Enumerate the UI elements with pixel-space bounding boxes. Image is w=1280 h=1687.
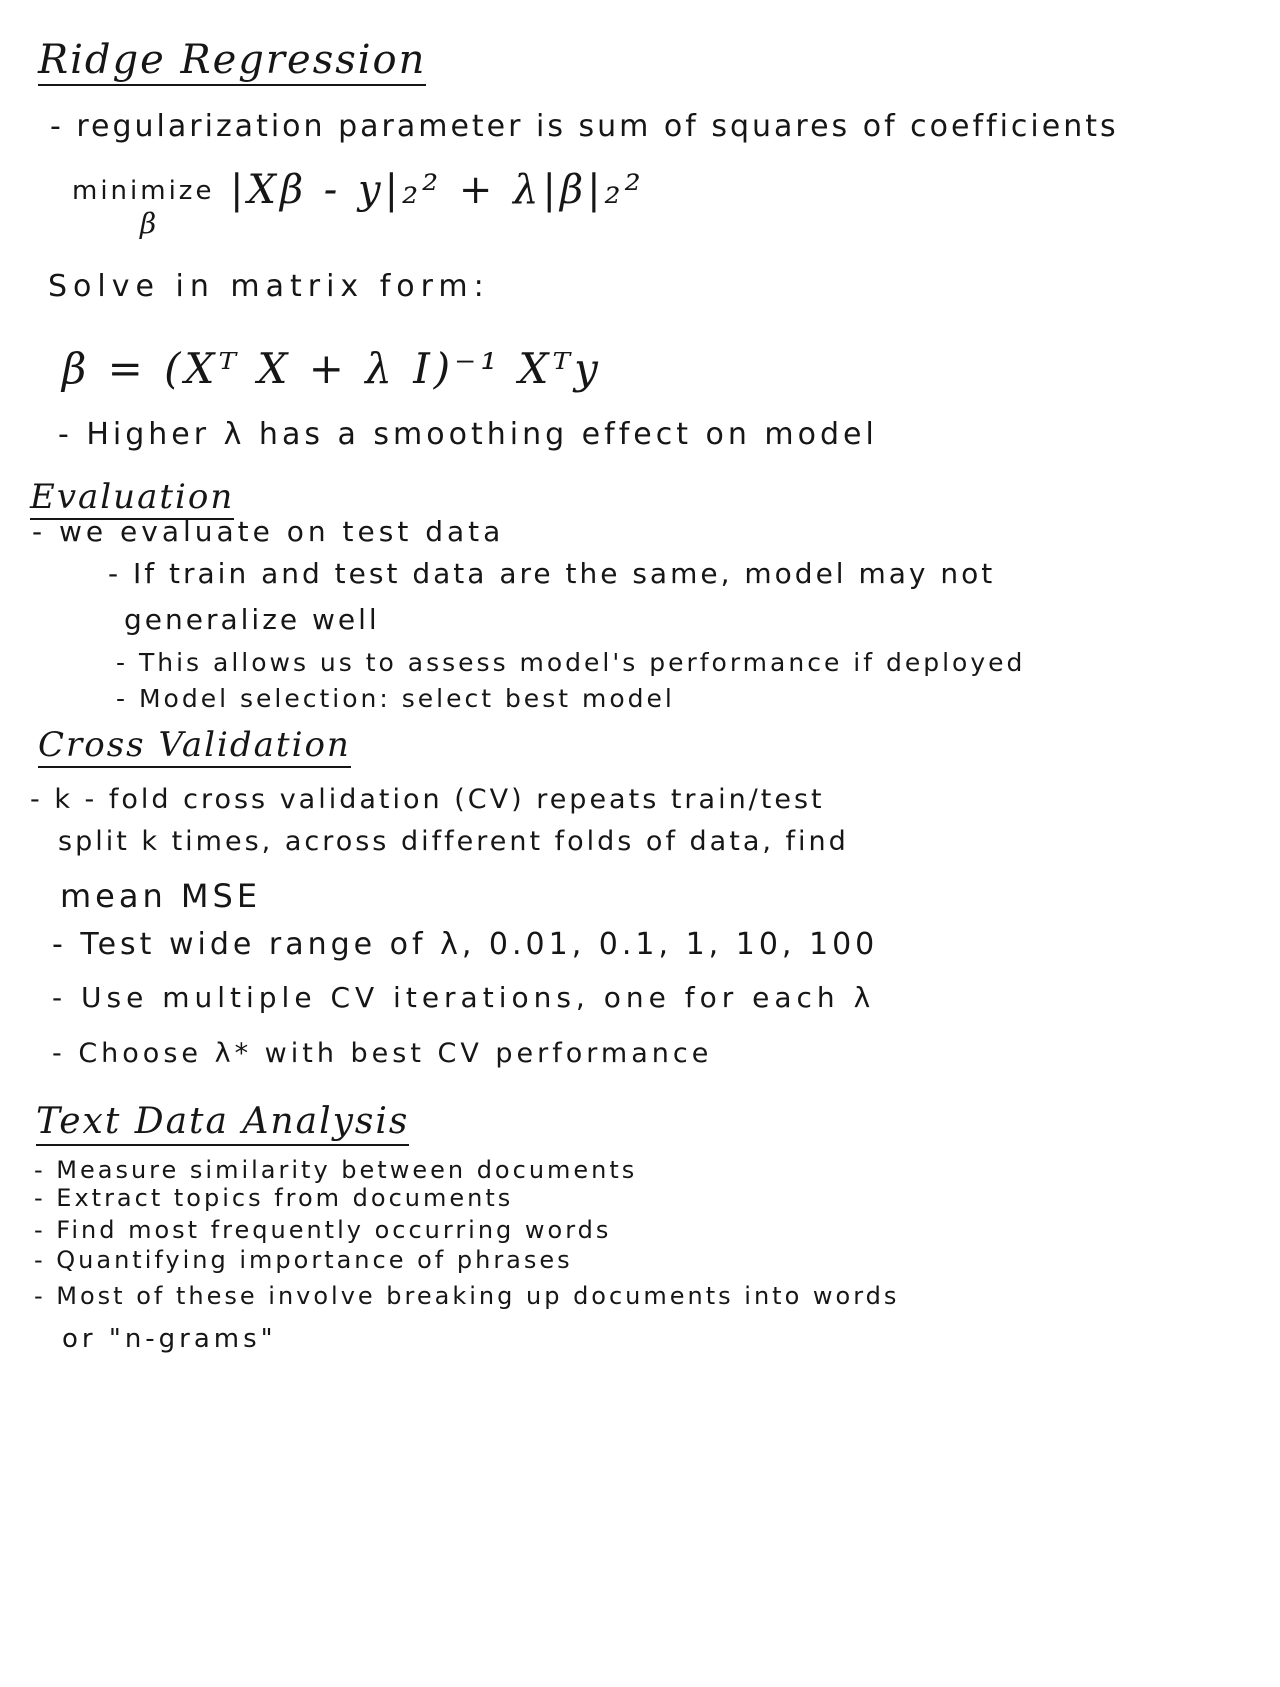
minimize-subscript: β — [140, 207, 159, 240]
ridge-heading: Ridge Regression — [38, 40, 426, 86]
cv-line-2: split k times, across different folds of data, find — [58, 826, 849, 857]
minimize-word: minimize — [72, 176, 215, 206]
cv-line-4: - Test wide range of λ, 0.01, 0.1, 1, 10, 100 — [52, 927, 879, 962]
ridge-line-1: - regularization parameter is sum of squares of coefficients — [50, 109, 1119, 144]
evaluation-line-5: - Model selection: select best model — [116, 684, 675, 713]
objective-formula: |Xβ - y|₂² + λ|β|₂² — [230, 167, 645, 213]
higher-lambda-line: - Higher λ has a smoothing effect on model — [58, 417, 878, 452]
evaluation-line-1: - we evaluate on test data — [32, 515, 505, 548]
evaluation-line-4: - This allows us to assess model's performance if deployed — [116, 648, 1026, 677]
cv-line-6: - Choose λ* with best CV performance — [52, 1038, 713, 1069]
solution-formula: β = (Xᵀ X + λ I)⁻¹ Xᵀy — [62, 344, 602, 393]
solve-line: Solve in matrix form: — [48, 269, 490, 304]
evaluation-heading: Evaluation — [30, 480, 234, 520]
text-analysis-line-5: - Most of these involve breaking up documents into words — [34, 1282, 900, 1310]
cv-line-5: - Use multiple CV iterations, one for each λ — [52, 981, 876, 1014]
text-analysis-line-2: - Extract topics from documents — [34, 1184, 514, 1212]
text-analysis-line-4: - Quantifying importance of phrases — [34, 1246, 573, 1274]
text-analysis-line-6: or "n-grams" — [62, 1324, 277, 1354]
text-analysis-line-3: - Find most frequently occurring words — [34, 1216, 612, 1244]
cv-line-3: mean MSE — [60, 877, 262, 915]
cross-validation-heading: Cross Validation — [38, 728, 351, 768]
evaluation-line-3: generalize well — [124, 603, 380, 636]
text-analysis-heading: Text Data Analysis — [36, 1104, 409, 1146]
evaluation-line-2: - If train and test data are the same, model may not — [108, 557, 996, 590]
cv-line-1: - k - fold cross validation (CV) repeats train/test — [30, 784, 825, 815]
text-analysis-line-1: - Measure similarity between documents — [34, 1156, 638, 1184]
